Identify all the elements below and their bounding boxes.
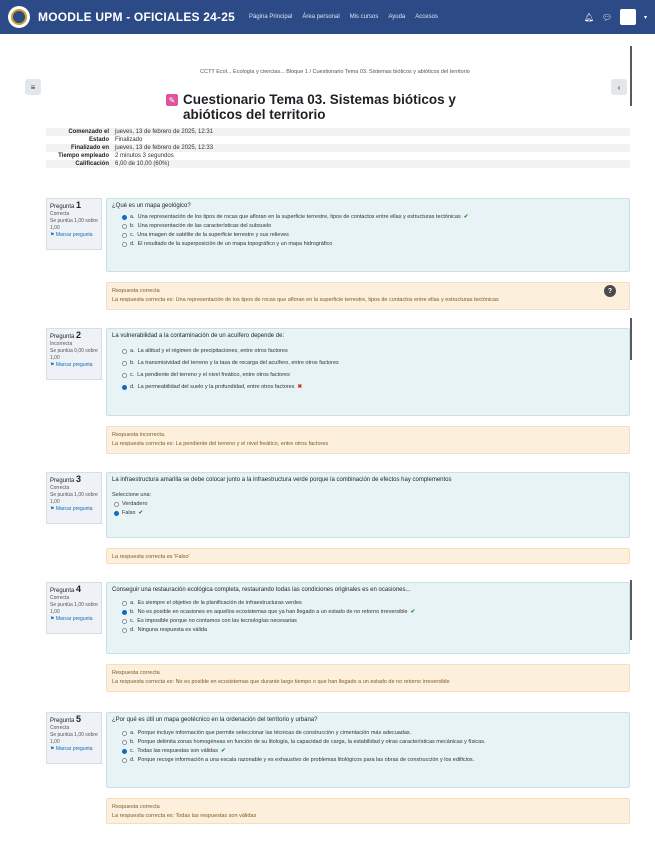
question-text: ¿Por qué es útil un mapa geotécnico en la ordenación del territorio y urbana?	[112, 717, 318, 723]
question-number: Pregunta 2	[50, 330, 82, 340]
answer-option[interactable]: b. Una representación de las características del subsuelo	[122, 223, 624, 229]
chevron-down-icon[interactable]: ▾	[643, 14, 647, 21]
radio-button[interactable]	[122, 601, 127, 606]
feedback-title: Respuesta correcta	[112, 288, 160, 294]
answer-option[interactable]: c. La pendiente del terreno y el nivel freático, entre otros factores	[122, 372, 624, 378]
attempt-summary-table	[46, 128, 630, 168]
question-score: Se puntúa 1,00 sobre 1,00	[50, 732, 98, 745]
feedback-text: La respuesta correcta es: Una representación de los tipos de rocas que afloran en la superficie terrestre, tipos de contactos entre ellas y estructuras tectónicas	[112, 297, 499, 303]
radio-button[interactable]	[122, 610, 127, 615]
radio-button[interactable]	[122, 731, 127, 736]
feedback-title: Respuesta correcta	[112, 670, 160, 676]
question-5	[46, 712, 630, 848]
summary-row	[46, 152, 630, 160]
question-mark-icon: ?	[607, 287, 613, 295]
nav-link-access[interactable]: Accesos	[415, 14, 438, 20]
radio-button[interactable]	[122, 361, 127, 366]
question-content	[106, 712, 630, 788]
answer-option[interactable]: b. No es posible en ocasiones en aquellos ecosistemas que ya han llegado a un estado de no retorno irreversible ✔	[122, 609, 624, 615]
question-3	[46, 472, 630, 572]
question-state: Correcta	[50, 595, 70, 601]
scroll-indicator	[630, 580, 632, 640]
help-button[interactable]	[604, 285, 616, 297]
block-drawer-toggle[interactable]	[611, 79, 627, 95]
summary-row	[46, 128, 630, 136]
quiz-icon: ✎	[166, 94, 178, 106]
radio-button[interactable]	[122, 740, 127, 745]
answer-option[interactable]: d. Porque recoge información a una escala razonable y es exhaustivo de problemas litológicos para las obras de construcción y los edificios.	[122, 757, 624, 763]
question-2	[46, 328, 630, 462]
answer-option[interactable]: b. Porque delimita zonas homogéneas en función de su litología, la capacidad de carga, la estabilidad y otras características mecánicas y físicas.	[122, 739, 624, 745]
answer-option[interactable]: a. Porque incluye información que permite seleccionar las técnicas de construcción y cimentación más adecuadas.	[122, 730, 624, 736]
radio-button[interactable]	[122, 215, 127, 220]
question-info	[46, 582, 102, 634]
summary-value: 2 minutos 3 segundos	[115, 153, 174, 159]
feedback-text: La respuesta correcta es: No es posible en ecosistemas que durante largo tiempo o que han llegado a un estado de no retorno irreversible	[112, 679, 450, 685]
summary-value: jueves, 13 de febrero de 2025, 12:33	[115, 145, 214, 151]
check-icon: ✔	[221, 748, 226, 754]
feedback-text: La respuesta correcta es: Todas las respuestas son válidas	[112, 813, 257, 819]
radio-button[interactable]	[122, 619, 127, 624]
summary-row	[46, 136, 630, 144]
nav-link-home[interactable]: Página Principal	[248, 14, 293, 20]
answer-option[interactable]: a. La altitud y el régimen de precipitaciones, entre otros factores	[122, 348, 624, 354]
radio-button[interactable]	[122, 758, 127, 763]
radio-button[interactable]	[122, 224, 127, 229]
answer-option[interactable]: a. Una representación de los tipos de rocas que afloran en la superficie terrestre, tipos de contactos entre ellas y estructuras tectónicas ✔	[122, 214, 624, 220]
radio-button[interactable]	[122, 373, 127, 378]
nav-right	[584, 9, 647, 25]
summary-value: jueves, 13 de febrero de 2025, 12:31	[115, 129, 214, 135]
radio-button[interactable]	[122, 749, 127, 754]
flag-icon: ⚑	[50, 362, 55, 368]
question-content	[106, 582, 630, 654]
chevron-left-icon: ‹	[617, 82, 621, 92]
question-feedback	[106, 664, 630, 692]
scroll-indicator	[630, 318, 632, 360]
summary-value: 6,00 de 10,00 (60%)	[115, 161, 170, 167]
flag-question-link[interactable]: ⚑ Marcar pregunta	[50, 506, 93, 512]
cross-icon: ✖	[297, 384, 303, 390]
question-feedback	[106, 798, 630, 824]
question-feedback	[106, 426, 630, 454]
question-number: Pregunta 4	[50, 584, 82, 594]
radio-button[interactable]	[122, 385, 127, 390]
nav-link-dashboard[interactable]: Área personal	[302, 14, 340, 20]
summary-label: Finalizado en	[70, 145, 109, 151]
radio-button[interactable]	[122, 628, 127, 633]
site-title[interactable]: MOODLE UPM - OFICIALES 24-25	[38, 10, 235, 24]
answer-option[interactable]: Falso ✔	[114, 510, 624, 516]
question-4	[46, 582, 630, 700]
question-score: Se puntúa 1,00 sobre 1,00	[50, 602, 98, 615]
question-state: Correcta	[50, 211, 70, 217]
summary-row	[46, 144, 630, 152]
feedback-title: Respuesta correcta	[112, 804, 160, 810]
question-feedback	[106, 548, 630, 564]
radio-button[interactable]	[114, 511, 119, 516]
question-info	[46, 472, 102, 524]
question-number: Pregunta 1	[50, 200, 82, 210]
top-navbar	[0, 0, 655, 34]
question-score: Se puntúa 1,00 sobre 1,00	[50, 218, 98, 231]
question-state: Correcta	[50, 485, 70, 491]
flag-icon: ⚑	[50, 506, 55, 512]
question-score: Se puntúa 0,00 sobre 1,00	[50, 348, 98, 361]
radio-button[interactable]	[122, 349, 127, 354]
question-number: Pregunta 3	[50, 474, 82, 484]
question-content	[106, 472, 630, 538]
scroll-indicator	[630, 46, 632, 106]
nav-link-help[interactable]: Ayuda	[388, 14, 406, 20]
breadcrumb[interactable]: CCTT Ecol... Ecología y ciencias... Bloque 1 / Cuestionario Tema 03. Sistemas bióticos y abióticos del territorio	[200, 69, 470, 75]
summary-label: Calificación	[75, 161, 109, 167]
radio-button[interactable]	[122, 242, 127, 247]
question-text: ¿Qué es un mapa geológico?	[112, 203, 191, 209]
question-1	[46, 198, 630, 318]
nav-links	[249, 14, 438, 20]
feedback-title: Respuesta incorrecta.	[112, 432, 166, 438]
answer-option[interactable]: b. La transmisividad del terreno y la tasa de recarga del acuífero, entre otros factores	[122, 360, 624, 366]
radio-button[interactable]	[114, 502, 119, 507]
answer-option[interactable]: c. Una imagen de satélite de la superficie terrestre y sus relieves	[122, 232, 624, 238]
answer-option[interactable]: d. El resultado de la superposición de un mapa topográfico y un mapa hidrográfico	[122, 241, 624, 247]
flag-question-link[interactable]: ⚑ Marcar pregunta	[50, 362, 93, 368]
question-text: Conseguir una restauración ecológica completa, restaurando todas las condiciones originales es en ocasiones...	[112, 587, 411, 593]
nav-link-my-courses[interactable]: Mis cursos	[349, 14, 379, 20]
flag-icon: ⚑	[50, 746, 55, 752]
page-header	[166, 92, 483, 122]
question-info	[46, 328, 102, 380]
check-icon: ✔	[410, 609, 416, 615]
question-info	[46, 198, 102, 250]
summary-value: Finalizado	[115, 137, 143, 143]
summary-label: Comenzado el	[68, 129, 109, 135]
answer-option[interactable]: a. Es siempre el objetivo de la planificación de infraestructuras verdes	[122, 600, 624, 606]
bell-icon[interactable]: 🔔︎	[583, 12, 595, 22]
question-content	[106, 328, 630, 416]
flag-icon: ⚑	[50, 232, 55, 238]
course-index-toggle[interactable]	[25, 79, 41, 95]
menu-icon: ≡	[30, 82, 36, 92]
question-text: La vulnerabilidad a la contaminación de un acuífero depende de:	[112, 333, 285, 339]
feedback-text: La respuesta correcta es 'Falso'	[112, 554, 190, 560]
chat-icon[interactable]: 💬︎	[601, 12, 613, 22]
answer-option[interactable]: d. Ninguna respuesta es válida	[122, 627, 624, 633]
summary-row	[46, 160, 630, 168]
page-title: Cuestionario Tema 03. Sistemas bióticos y abióticos del territorio	[183, 92, 456, 122]
feedback-text: La respuesta correcta es: La pendiente del terreno y el nivel freático, entre otros factores	[112, 441, 329, 447]
flag-question-link[interactable]: ⚑ Marcar pregunta	[50, 616, 93, 622]
summary-label: Estado	[88, 137, 109, 143]
answer-option[interactable]: c. Es imposible porque no contamos con las tecnologías necesarias	[122, 618, 624, 624]
flag-icon: ⚑	[50, 616, 55, 622]
question-text: La infraestructura amarilla se debe colocar junto a la infraestructura verde porque la combinación de efectos hay complementos	[112, 477, 452, 483]
flag-question-link[interactable]: ⚑ Marcar pregunta	[50, 746, 93, 752]
flag-question-link[interactable]: ⚑ Marcar pregunta	[50, 232, 93, 238]
answer-option[interactable]: c. Todas las respuestas son válidas ✔	[122, 748, 624, 754]
answer-option[interactable]: d. La permeabilidad del suelo y la profundidad, entre otros factores ✖	[122, 384, 624, 390]
check-icon: ✔	[138, 510, 144, 516]
question-state: Correcta	[50, 725, 70, 731]
question-content	[106, 198, 630, 272]
upm-logo[interactable]	[8, 6, 30, 28]
radio-button[interactable]	[122, 233, 127, 238]
question-score: Se puntúa 1,00 sobre 1,00	[50, 492, 98, 505]
summary-label: Tiempo empleado	[58, 153, 109, 159]
question-feedback	[106, 282, 630, 310]
question-number: Pregunta 5	[50, 714, 82, 724]
select-one-label: Seleccione una:	[112, 492, 152, 498]
question-info	[46, 712, 102, 764]
check-icon: ✔	[463, 214, 469, 220]
answer-option[interactable]: Verdadero	[114, 501, 624, 507]
question-state: Incorrecta	[50, 341, 73, 347]
avatar[interactable]	[620, 9, 636, 25]
